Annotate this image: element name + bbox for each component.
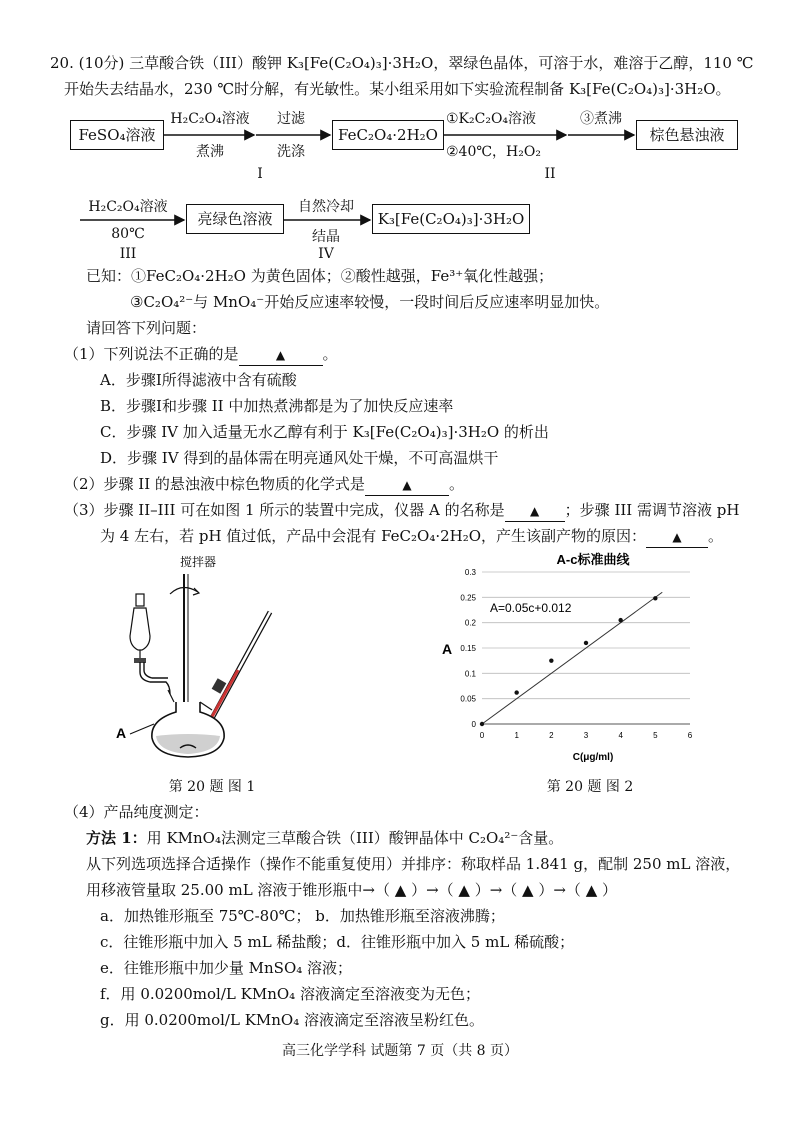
q2-line [64,474,464,496]
flow-arrow2-top: 过滤 [277,111,305,127]
flow-arrow6-top: 自然冷却 [298,199,354,215]
chart-point [618,618,622,622]
flow-arrow1-bottom: 煮沸 [196,144,224,160]
chart-x-tick-labels [480,731,693,740]
thermometer [208,612,270,724]
known-line-2: ③C₂O₄²⁻与 MnO₄⁻开始反应速率较慢，一段时间后反应速率明显加快。 [130,293,610,311]
q3-answer-blank-2[interactable] [646,526,708,548]
flow-box-fec2o4: FeC₂O₄·2H₂O [332,120,444,150]
q1-option-c: C．步骤 IV 加入适量无水乙醇有利于 K₃[Fe(C₂O₄)₃]·3H₂O 的析出 [100,423,549,441]
chart-point [584,641,588,645]
chart-title: A-c标准曲线 [556,552,630,567]
method-label: 方法 1： [86,829,147,847]
q4-option-a-b: a．加热锥形瓶至 75℃-80℃； b．加热锥形瓶至溶液沸腾； [100,907,505,925]
q2-end: 。 [448,475,464,493]
chart-x-tick: 4 [618,731,623,740]
chart-y-tick: 0.2 [464,618,476,628]
chart-x-tick: 5 [653,731,658,740]
q4-method [86,828,563,848]
q1-option-b: B．步骤I和步骤 II 中加热煮沸都是为了加快反应速率 [100,397,454,415]
flow-arrow6-bottom: 结晶 [312,229,340,245]
answer-marker: ▲ [402,478,412,492]
method-text: 用 KMnO₄法测定三草酸合铁（III）酸钾晶体中 C₂O₄²⁻含量。 [146,829,564,847]
answer-marker: ▲ [530,504,540,518]
q4-option-f: f．用 0.0200mol/L KMnO₄ 溶液滴定至溶液变为无色； [100,985,480,1003]
q3-end: 。 [708,527,724,545]
q4-stem: （4）产品纯度测定： [64,803,209,821]
flow-step-label-4: IV [318,246,334,262]
flow-box-feso4: FeSO₄溶液 [70,120,164,150]
chart-point [514,690,518,694]
figure2-chart [428,552,718,768]
flow-arrow1-top: H₂C₂O₄溶液 [170,111,250,127]
flow-arrow5-bottom: 80℃ [111,226,145,242]
flow-box-product: K₃[Fe(C₂O₄)₃]·3H₂O [372,204,530,234]
page-footer: 高三化学学科 试题第 7 页（共 8 页） [281,1043,519,1059]
figure1-apparatus [110,552,310,762]
stirrer-label: 搅拌器 [180,555,217,569]
figure2-caption: 第 20 题 图 2 [546,779,634,795]
chart-x-tick: 2 [549,731,554,740]
chart-y-tick: 0.25 [460,593,476,603]
q3-line2a: 为 4 左右，若 pH 值过低，产品中会混有 FeC₂O₄·2H₂O，产生该副产物的原因： [100,527,647,545]
chart-y-tick: 0.05 [460,694,476,704]
chart-x-tick: 3 [583,731,589,740]
flow-arrow3-top: ①K₂C₂O₄溶液 [446,111,537,127]
q1-option-a: A．步骤I所得滤液中含有硫酸 [100,371,297,389]
q4-line-2: 从下列选项选择合适操作（操作不能重复使用）并排序：称取样品 1.841 g，配制 250 mL 溶液， [86,855,741,873]
q4-option-c-d: c．往锥形瓶中加入 5 mL 稀盐酸；d．往锥形瓶中加入 5 mL 稀硫酸； [100,933,575,951]
chart-y-tick: 0.3 [464,568,476,577]
q3-part1: （3）步骤 II–III 可在如图 1 所示的装置中完成，仪器 A 的名称是 [64,501,505,519]
q2-answer-blank[interactable] [365,474,449,496]
flow-step-label-2: II [544,166,556,182]
q3-part2: ；步骤 III 需调节溶液 pH [564,501,740,519]
q3-line-2 [100,526,723,548]
chart-y-label: A [442,641,453,657]
flow-box-bright-green: 亮绿色溶液 [186,204,284,234]
chart-x-tick: 1 [514,731,519,740]
q4-option-g: g．用 0.0200mol/L KMnO₄ 溶液滴定至溶液呈粉红色。 [100,1011,484,1029]
flow-arrow5-top: H₂C₂O₄溶液 [88,199,168,215]
chart-point [480,722,484,726]
figure1-caption: 第 20 题 图 1 [168,779,256,795]
q3-answer-blank-1[interactable] [505,500,565,522]
chart-point [653,596,657,600]
flow-step-label-1: I [257,166,263,182]
q1-option-d: D．步骤 IV 得到的晶体需在明亮通风处干燥，不可高温烘干 [100,449,499,467]
chart-y-tick: 0 [471,720,476,729]
chart-x-tick: 0 [479,731,485,740]
flow-box-brown-suspension: 棕色悬浊液 [636,120,738,150]
answer-marker: ▲ [275,348,286,362]
flow-arrow4-top: ③煮沸 [580,111,622,127]
chart-y-tick: 0.1 [464,669,476,679]
chart-x-tick: 6 [687,731,693,740]
known-line-1: 已知：①FeC₂O₄·2H₂O 为黄色固体；②酸性越强，Fe³⁺氧化性越强； [86,267,554,285]
flow-arrows [0,0,800,260]
chart-y-tick-labels [460,568,476,729]
chart-point [549,658,553,662]
chart-y-tick: 0.15 [460,644,476,653]
question-line-1: 20. (10分) 三草酸合铁（III）酸钾 K₃[Fe(C₂O₄)₃]·3H₂O，翠绿色晶体，可溶于水，难溶于乙醇，110 ℃ [50,54,754,72]
chart-equation: A=0.05c+0.012 [490,601,572,615]
flow-step-label-3: III [119,246,137,262]
chart-x-label: C(μg/ml) [572,752,614,763]
dropping-funnel [130,594,170,694]
q2-stem: （2）步骤 II 的悬浊液中棕色物质的化学式是 [64,475,365,493]
q1-stem-line [64,344,338,366]
q1-end: 。 [322,345,338,363]
q1-answer-blank[interactable] [239,344,323,366]
answer-marker: ▲ [672,530,682,544]
flow-arrow3-bottom: ②40℃，H₂O₂ [446,144,541,160]
three-neck-flask [152,702,224,757]
q1-stem: （1）下列说法不正确的是 [64,345,239,363]
flow-arrow2-bottom: 洗涤 [277,144,305,160]
q4-option-e: e．往锥形瓶中加少量 MnSO₄ 溶液； [100,959,353,977]
q3-line-1 [64,500,739,522]
instrument-a-label: A [116,725,127,741]
question-line-2: 开始失去结晶水，230 ℃时分解，有光敏性。某小组采用如下实验流程制备 K₃[Fe(C₂O₄)₃]·3H₂O。 [64,80,731,98]
answer-prompt: 请回答下列问题： [86,319,207,337]
q4-line-3: 用移液管量取 25.00 mL 溶液于锥形瓶中→（ ▲ ）→（ ▲ ）→（ ▲ ）→（ ▲ ） [86,881,617,899]
